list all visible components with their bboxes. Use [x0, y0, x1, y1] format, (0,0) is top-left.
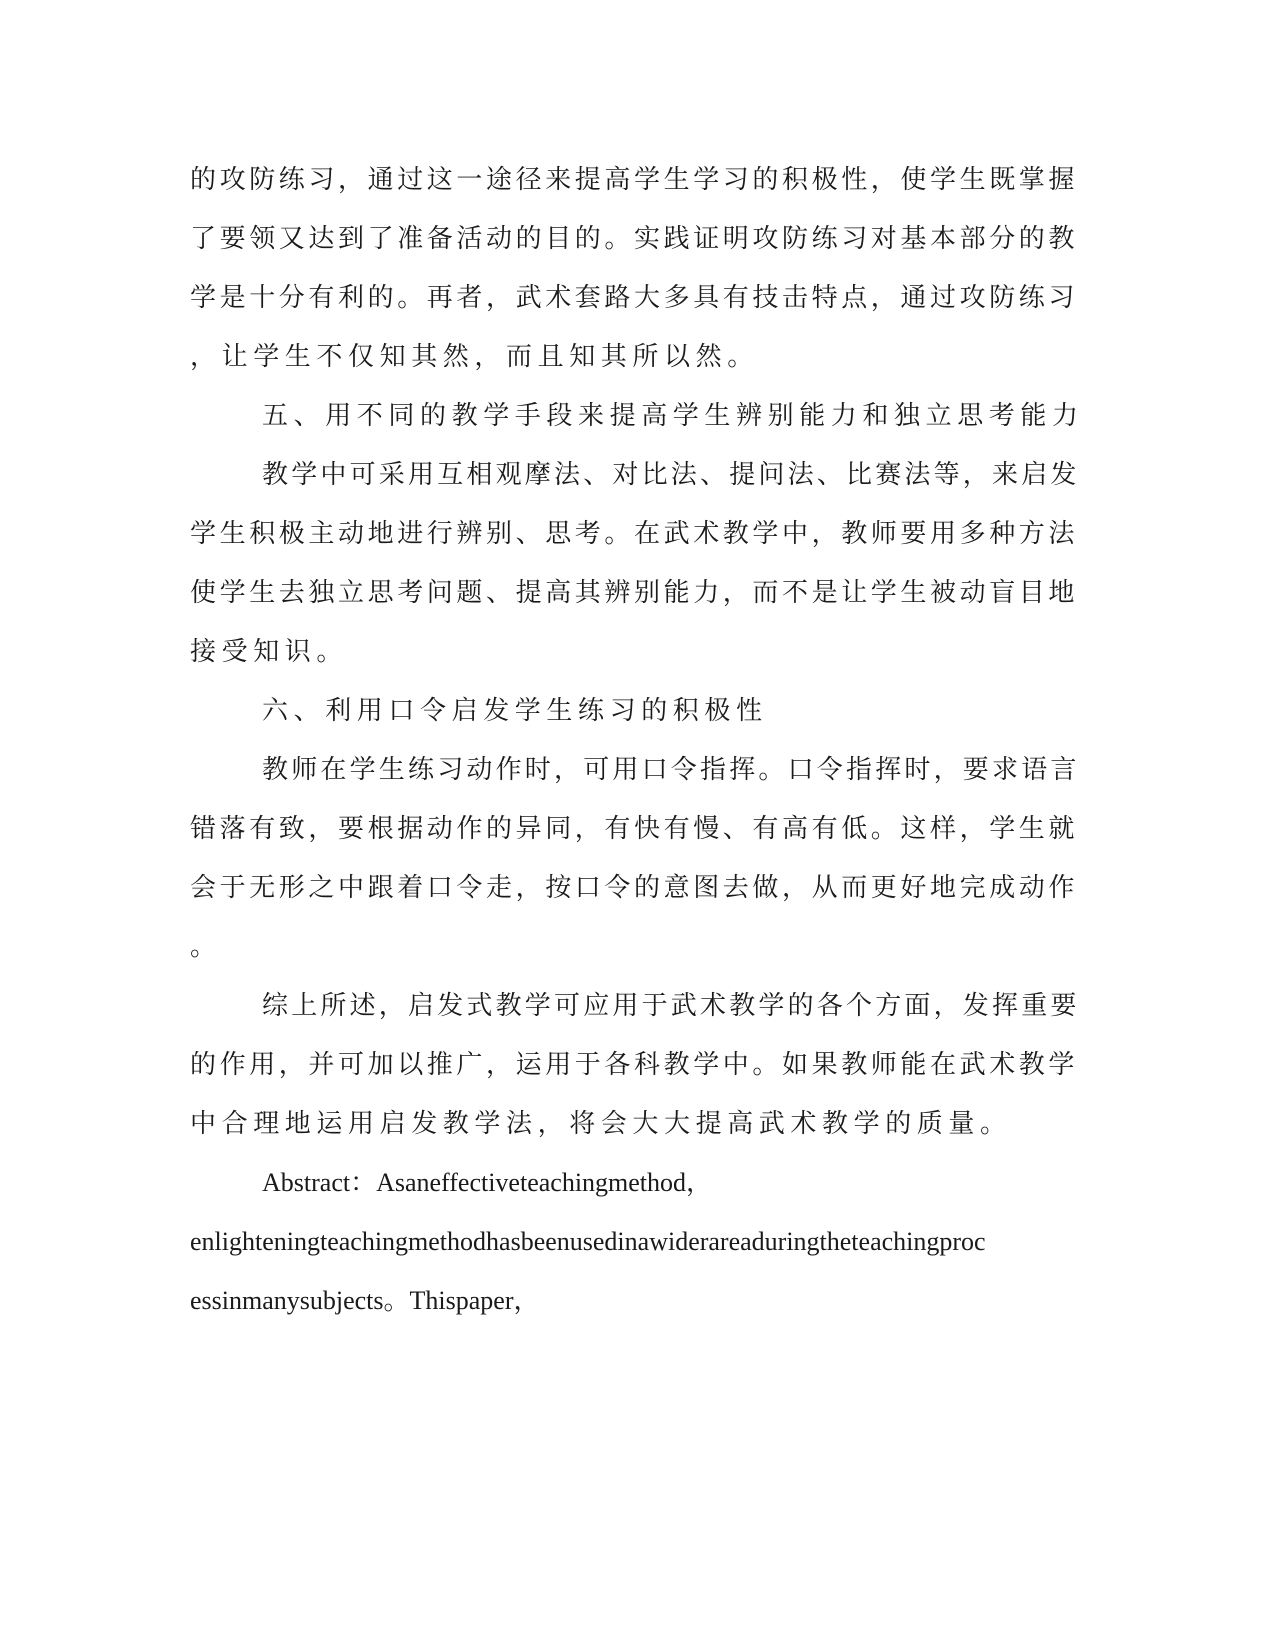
paragraph-line: 的作用，并可加以推广，运用于各科教学中。如果教师能在武术教学: [190, 1050, 1079, 1080]
paragraph-line: 的攻防练习，通过这一途径来提高学生学习的积极性，使学生既掌握: [190, 165, 1079, 195]
paragraph-line: 错落有致，要根据动作的异同，有快有慢、有高有低。这样，学生就: [190, 814, 1079, 844]
abstract-line: enlighteningteachingmethodhasbeenusedinawiderareaduringtheteachingproc: [190, 1227, 986, 1256]
paragraph-line: 教学中可采用互相观摩法、对比法、提问法、比赛法等，来启发: [262, 460, 1080, 490]
paragraph-line: ，让学生不仅知其然，而且知其所以然。: [190, 342, 759, 372]
paragraph-line: 会于无形之中跟着口令走，按口令的意图去做，从而更好地完成动作: [190, 873, 1079, 903]
paragraph-line: 综上所述，启发式教学可应用于武术教学的各个方面，发挥重要: [262, 991, 1080, 1021]
paragraph-line: 教师在学生练习动作时，可用口令指挥。口令指挥时，要求语言: [262, 755, 1080, 785]
paragraph-line: 使学生去独立思考问题、提高其辨别能力，而不是让学生被动盲目地: [190, 578, 1079, 608]
section-heading: 五、用不同的教学手段来提高学生辨别能力和独立思考能力: [262, 401, 1084, 431]
paragraph-line: 接受知识。: [190, 637, 349, 667]
abstract-line: essinmanysubjects。Thispaper，: [190, 1286, 540, 1315]
section-heading: 六、利用口令启发学生练习的积极性: [262, 696, 768, 726]
paragraph-line: 学生积极主动地进行辨别、思考。在武术教学中，教师要用多种方法: [190, 519, 1079, 549]
paragraph-line: 。: [190, 932, 222, 962]
paragraph-line: 了要领又达到了准备活动的目的。实践证明攻防练习对基本部分的教: [190, 224, 1079, 254]
paragraph-line: 学是十分有利的。再者，武术套路大多具有技击特点，通过攻防练习: [190, 283, 1079, 313]
abstract-line: Abstract：Asaneffectiveteachingmethod，: [262, 1168, 713, 1197]
paragraph-line: 中合理地运用启发教学法，将会大大提高武术教学的质量。: [190, 1109, 1012, 1139]
